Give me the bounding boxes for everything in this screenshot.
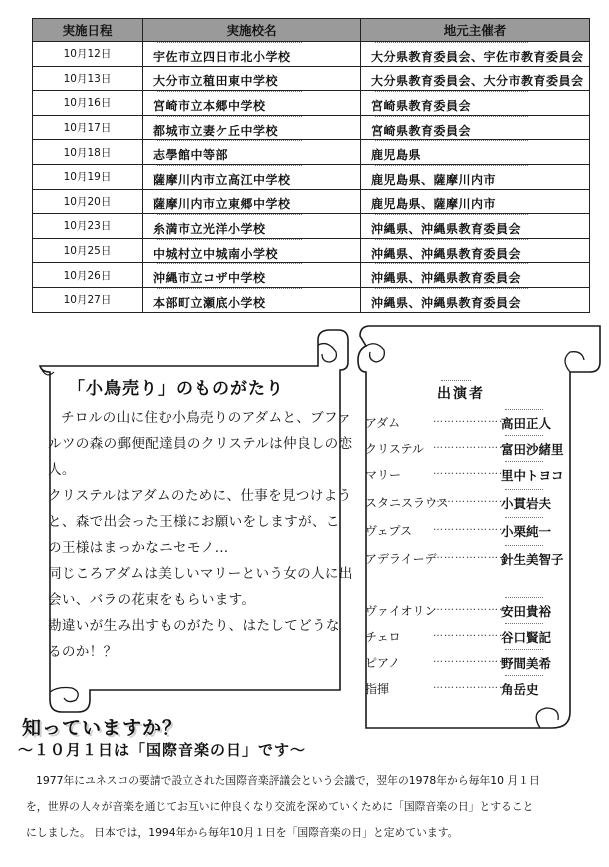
cast-actor: 高田正人 bbox=[501, 416, 552, 431]
date-cell: 10月18日 bbox=[33, 140, 143, 165]
school-cell: 志學館中等部 bbox=[143, 140, 361, 165]
cast-row bbox=[365, 676, 565, 698]
school-cell: 薩摩川内市立東郷中学校 bbox=[143, 189, 361, 214]
cast-actor: 小貫岩夫 bbox=[501, 496, 552, 511]
cast-actor: 小栗純一 bbox=[501, 524, 552, 539]
date-cell: 10月19日 bbox=[33, 164, 143, 189]
cast-leader-dots: ………………… bbox=[433, 494, 510, 505]
school-cell: 薩摩川内市立高江中学校 bbox=[143, 164, 361, 189]
cast-row bbox=[365, 462, 565, 484]
cast-actor: 角岳史 bbox=[501, 682, 539, 697]
music-day-paragraph bbox=[26, 768, 598, 846]
school-cell: 糸満市立光洋小学校 bbox=[143, 214, 361, 239]
header-date: 実施日程 bbox=[33, 19, 143, 42]
date-cell: 10月20日 bbox=[33, 189, 143, 214]
date-cell: 10月16日 bbox=[33, 91, 143, 116]
cast-row bbox=[365, 518, 565, 540]
date-cell: 10月27日 bbox=[33, 287, 143, 312]
organizer-cell: 沖縄県、沖縄県教育委員会 bbox=[361, 238, 590, 263]
cast-role: ヴァイオリン bbox=[365, 604, 437, 618]
organizer-cell: 大分県教育委員会、宇佐市教育委員会 bbox=[361, 42, 590, 67]
date-cell: 10月25日 bbox=[33, 238, 143, 263]
cast-leader-dots: ………………… bbox=[433, 654, 510, 665]
story-paragraph-3: 同じころアダムは美しいマリーという女の人に出会い、バラの花束をもらいます。 bbox=[48, 566, 353, 608]
cast-row bbox=[365, 436, 565, 458]
cast-leader-dots: ………………… bbox=[433, 628, 510, 639]
cast-title: 出演者 bbox=[437, 380, 485, 403]
story-paragraph-1: チロルの山に住む小鳥売りのアダムと、ブファルツの森の郵便配達員のクリステルは仲良しの恋人。 bbox=[48, 410, 353, 478]
school-cell: 都城市立妻ケ丘中学校 bbox=[143, 115, 361, 140]
know-heading: 知っていますか？ bbox=[22, 717, 183, 739]
cast-actor: 安田貴裕 bbox=[501, 604, 552, 619]
organizer-cell: 宮崎県教育委員会 bbox=[361, 91, 590, 116]
cast-row bbox=[365, 490, 565, 512]
school-cell: 中城村立中城南小学校 bbox=[143, 238, 361, 263]
cast-leader-dots: ………………… bbox=[433, 522, 510, 533]
header-organizer: 地元主催者 bbox=[361, 19, 590, 42]
school-cell: 沖縄市立コザ中学校 bbox=[143, 263, 361, 288]
organizer-cell: 沖縄県、沖縄県教育委員会 bbox=[361, 287, 590, 312]
paragraph-line-2: を，世界の人々が音楽を通じてお互いに仲良くなり交流を深めていくために「国際音楽の日」とすること bbox=[26, 800, 534, 813]
cast-row bbox=[365, 598, 565, 620]
cast-role: クリステル bbox=[365, 442, 424, 456]
cast-row bbox=[365, 650, 565, 672]
cast-actor: 富田沙緒里 bbox=[501, 442, 564, 457]
cast-role: スタニスラウス bbox=[365, 496, 449, 510]
cast-leader-dots: ………………… bbox=[433, 602, 510, 613]
organizer-cell: 大分県教育委員会、大分市教育委員会 bbox=[361, 66, 590, 91]
story-title: 「小鳥売り」のものがたり bbox=[68, 379, 284, 399]
cast-leader-dots: ………………… bbox=[433, 466, 510, 477]
school-cell: 本部町立瀬底小学校 bbox=[143, 287, 361, 312]
organizer-cell: 鹿児島県 bbox=[361, 140, 590, 165]
cast-actor: 里中トヨコ bbox=[501, 468, 564, 483]
story-section bbox=[48, 374, 353, 665]
organizer-cell: 沖縄県、沖縄県教育委員会 bbox=[361, 214, 590, 239]
cast-leader-dots: ………………… bbox=[433, 550, 510, 561]
story-paragraph-4: 勘違いが生み出すものがたり、はたしてどうなるのか！？ bbox=[48, 618, 340, 660]
cast-role: マリー bbox=[365, 468, 402, 482]
cast-row bbox=[365, 546, 565, 568]
organizer-cell: 沖縄県、沖縄県教育委員会 bbox=[361, 263, 590, 288]
music-day-subheading: ～１０月１日は「国際音楽の日」です～ bbox=[18, 741, 307, 759]
cast-leader-dots: ………………… bbox=[433, 414, 510, 425]
cast-row bbox=[365, 410, 565, 432]
date-cell: 10月12日 bbox=[33, 42, 143, 67]
organizer-cell: 宮崎県教育委員会 bbox=[361, 115, 590, 140]
cast-actor: 谷口賢記 bbox=[501, 630, 552, 645]
date-cell: 10月26日 bbox=[33, 263, 143, 288]
date-cell: 10月13日 bbox=[33, 66, 143, 91]
cast-leader-dots: ………………… bbox=[433, 440, 510, 451]
story-paragraph-2: クリステルはアダムのために、仕事を見つけようと、森で出会った王様にお願いをしますが、この王様はまっかなニセモノ… bbox=[48, 488, 352, 556]
cast-role: アデライーデ bbox=[365, 552, 437, 566]
school-cell: 宮崎市立本郷中学校 bbox=[143, 91, 361, 116]
header-school: 実施校名 bbox=[143, 19, 361, 42]
paragraph-line-3: にしました。 日本では，1994年から毎年10月１日を「国際音楽の日」と定めています。 bbox=[26, 826, 459, 839]
organizer-cell: 鹿児島県、薩摩川内市 bbox=[361, 164, 590, 189]
cast-role: 指揮 bbox=[365, 682, 390, 696]
paragraph-line-1: 1977年にユネスコの要請で設立された国際音楽評議会という会議で，翌年の1978年から毎年10 月１日 bbox=[36, 774, 540, 787]
date-cell: 10月17日 bbox=[33, 115, 143, 140]
cast-role: ピアノ bbox=[365, 656, 401, 670]
cast-role: ヴェプス bbox=[365, 524, 413, 538]
cast-actor: 針生美智子 bbox=[501, 552, 564, 567]
cast-row bbox=[365, 624, 565, 646]
school-cell: 宇佐市立四日市北小学校 bbox=[143, 42, 361, 67]
cast-role: アダム bbox=[365, 416, 401, 430]
school-cell: 大分市立稙田東中学校 bbox=[143, 66, 361, 91]
cast-leader-dots: ………………… bbox=[433, 680, 510, 691]
organizer-cell: 鹿児島県、薩摩川内市 bbox=[361, 189, 590, 214]
cast-actor: 野間美希 bbox=[501, 656, 552, 671]
cast-role: チェロ bbox=[365, 630, 401, 644]
date-cell: 10月23日 bbox=[33, 214, 143, 239]
